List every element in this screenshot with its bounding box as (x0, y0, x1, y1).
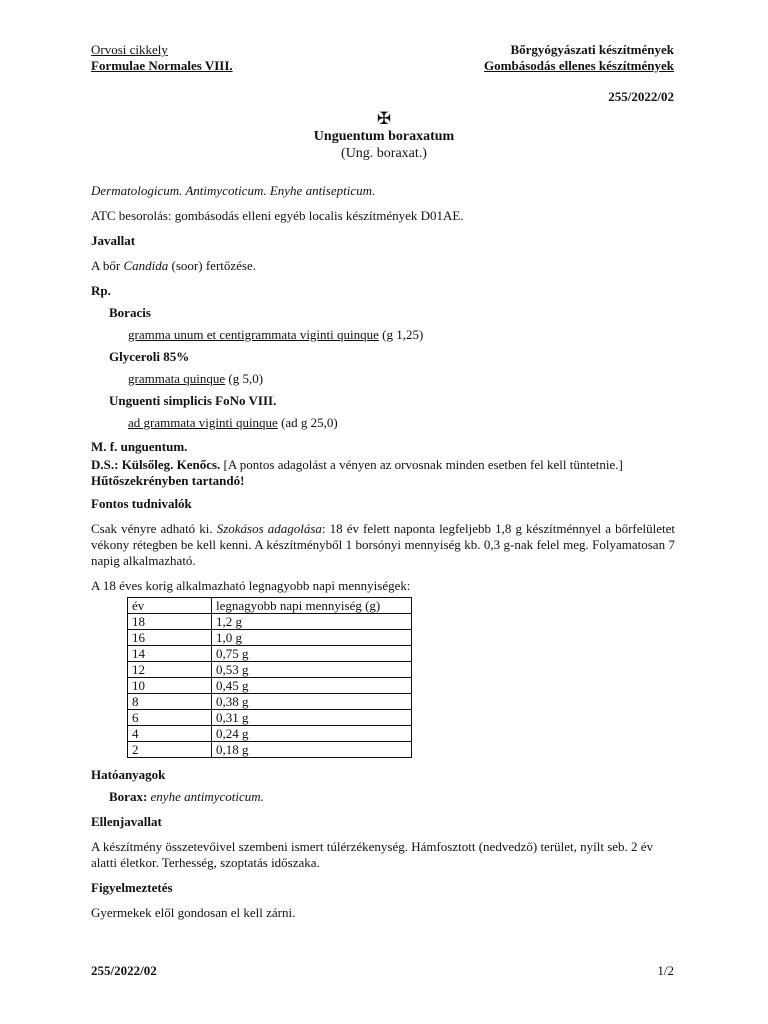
header-formulae-label: Formulae Normales VIII. (91, 58, 233, 73)
dose-table (127, 597, 412, 758)
table-cell-age: 6 (128, 710, 212, 726)
table-header-row (128, 598, 412, 614)
ingredient-amount: grammata quinque (g 5,0) (128, 371, 264, 386)
page-subtitle: (Ung. boraxat.) (341, 146, 427, 161)
table-cell-age: 2 (128, 742, 212, 758)
ingredient-amount: gramma unum et centigrammata viginti quinque (g 1,25) (128, 327, 424, 342)
table-cell-age: 18 (128, 614, 212, 630)
table-cell-dose: 0,18 g (212, 742, 412, 758)
active-heading: Hatóanyagok (91, 767, 166, 782)
contraindication-heading: Ellenjavallat (91, 814, 162, 829)
contraindication-text: A készítmény összetevőivel szembeni ismert túlérzékenység. Hámfosztott (nedvedző) terület, nyílt seb. 2 év alatti életkor. Terhesség, szoptatás időszaka. (91, 839, 654, 870)
table-row (128, 742, 412, 758)
table-cell-dose: 0,38 g (212, 694, 412, 710)
ingredient-name: Unguenti simplicis FoNo VIII. (109, 393, 277, 408)
warning-heading: Figyelmeztetés (91, 880, 173, 895)
document-body (91, 183, 675, 921)
table-row (128, 646, 412, 662)
table-row (128, 694, 412, 710)
table-cell-age: 12 (128, 662, 212, 678)
header-category-label: Bőrgyógyászati készítmények (510, 42, 674, 57)
table-header-cell: év (128, 598, 212, 614)
footer-doc-number: 255/2022/02 (91, 963, 157, 978)
table-cell-dose: 0,24 g (212, 726, 412, 742)
important-text: Csak vényre adható ki. Szokásos adagolása: 18 év felett naponta legfeljebb 1,8 g készítménnyel a bőrfelületet vékony rétegben be kell kenni. A készítményből 1 borsónyi mennyiség kb. 0,3 g-nak felel meg. Folyamatosan 7 napig alkalmazható. (91, 521, 675, 568)
ingredient-amount: ad grammata viginti quinque (ad g 25,0) (128, 415, 338, 430)
active-text: Borax: enyhe antimycoticum. (109, 789, 264, 804)
table-row (128, 678, 412, 694)
indication-text: A bőr Candida (soor) fertőzése. (91, 258, 257, 273)
header-subcategory-label: Gombásodás ellenes készítmények (484, 58, 674, 73)
ds-text: D.S.: Külsőleg. Kenőcs. [A pontos adagolást a vényen az orvosnak minden esetben fel kell tüntetnie.] (91, 457, 623, 472)
table-row (128, 614, 412, 630)
table-row (128, 630, 412, 646)
atc-text: ATC besorolás: gombásodás elleni egyéb localis készítmények D01AE. (91, 208, 464, 223)
warning-text: Gyermekek elől gondosan el kell zárni. (91, 905, 296, 920)
table-cell-dose: 0,53 g (212, 662, 412, 678)
mf-text: M. f. unguentum. (91, 439, 188, 454)
header-pharmacopoeia-label: Orvosi cikkely (91, 42, 168, 57)
cross-icon: ✠ (376, 109, 392, 128)
table-cell-age: 8 (128, 694, 212, 710)
header-left (91, 42, 233, 74)
table-header-cell: legnagyobb napi mennyiség (g) (212, 598, 412, 614)
ingredient-name: Boracis (109, 305, 151, 320)
table-cell-dose: 1,2 g (212, 614, 412, 630)
page-title: Unguentum boraxatum (313, 129, 455, 144)
indication-heading: Javallat (91, 233, 136, 248)
ingredient-name: Glyceroli 85% (109, 349, 190, 364)
table-cell-dose: 0,45 g (212, 678, 412, 694)
table-cell-age: 4 (128, 726, 212, 742)
table-cell-dose: 0,31 g (212, 710, 412, 726)
dose-table-intro: A 18 éves korig alkalmazható legnagyobb napi mennyiségek: (91, 578, 411, 593)
page-number: 1/2 (657, 963, 674, 978)
storage-text: Hűtőszekrényben tartandó! (91, 473, 245, 488)
header-right (484, 42, 674, 74)
table-cell-age: 10 (128, 678, 212, 694)
table-cell-age: 14 (128, 646, 212, 662)
doc-number-top: 255/2022/02 (608, 89, 674, 104)
category-text: Dermatologicum. Antimycoticum. Enyhe antisepticum. (91, 183, 376, 198)
important-heading: Fontos tudnivalók (91, 496, 192, 511)
table-cell-dose: 0,75 g (212, 646, 412, 662)
table-row (128, 662, 412, 678)
table-row (128, 710, 412, 726)
table-cell-age: 16 (128, 630, 212, 646)
table-cell-dose: 1,0 g (212, 630, 412, 646)
recipe-heading: Rp. (91, 283, 111, 298)
table-row (128, 726, 412, 742)
